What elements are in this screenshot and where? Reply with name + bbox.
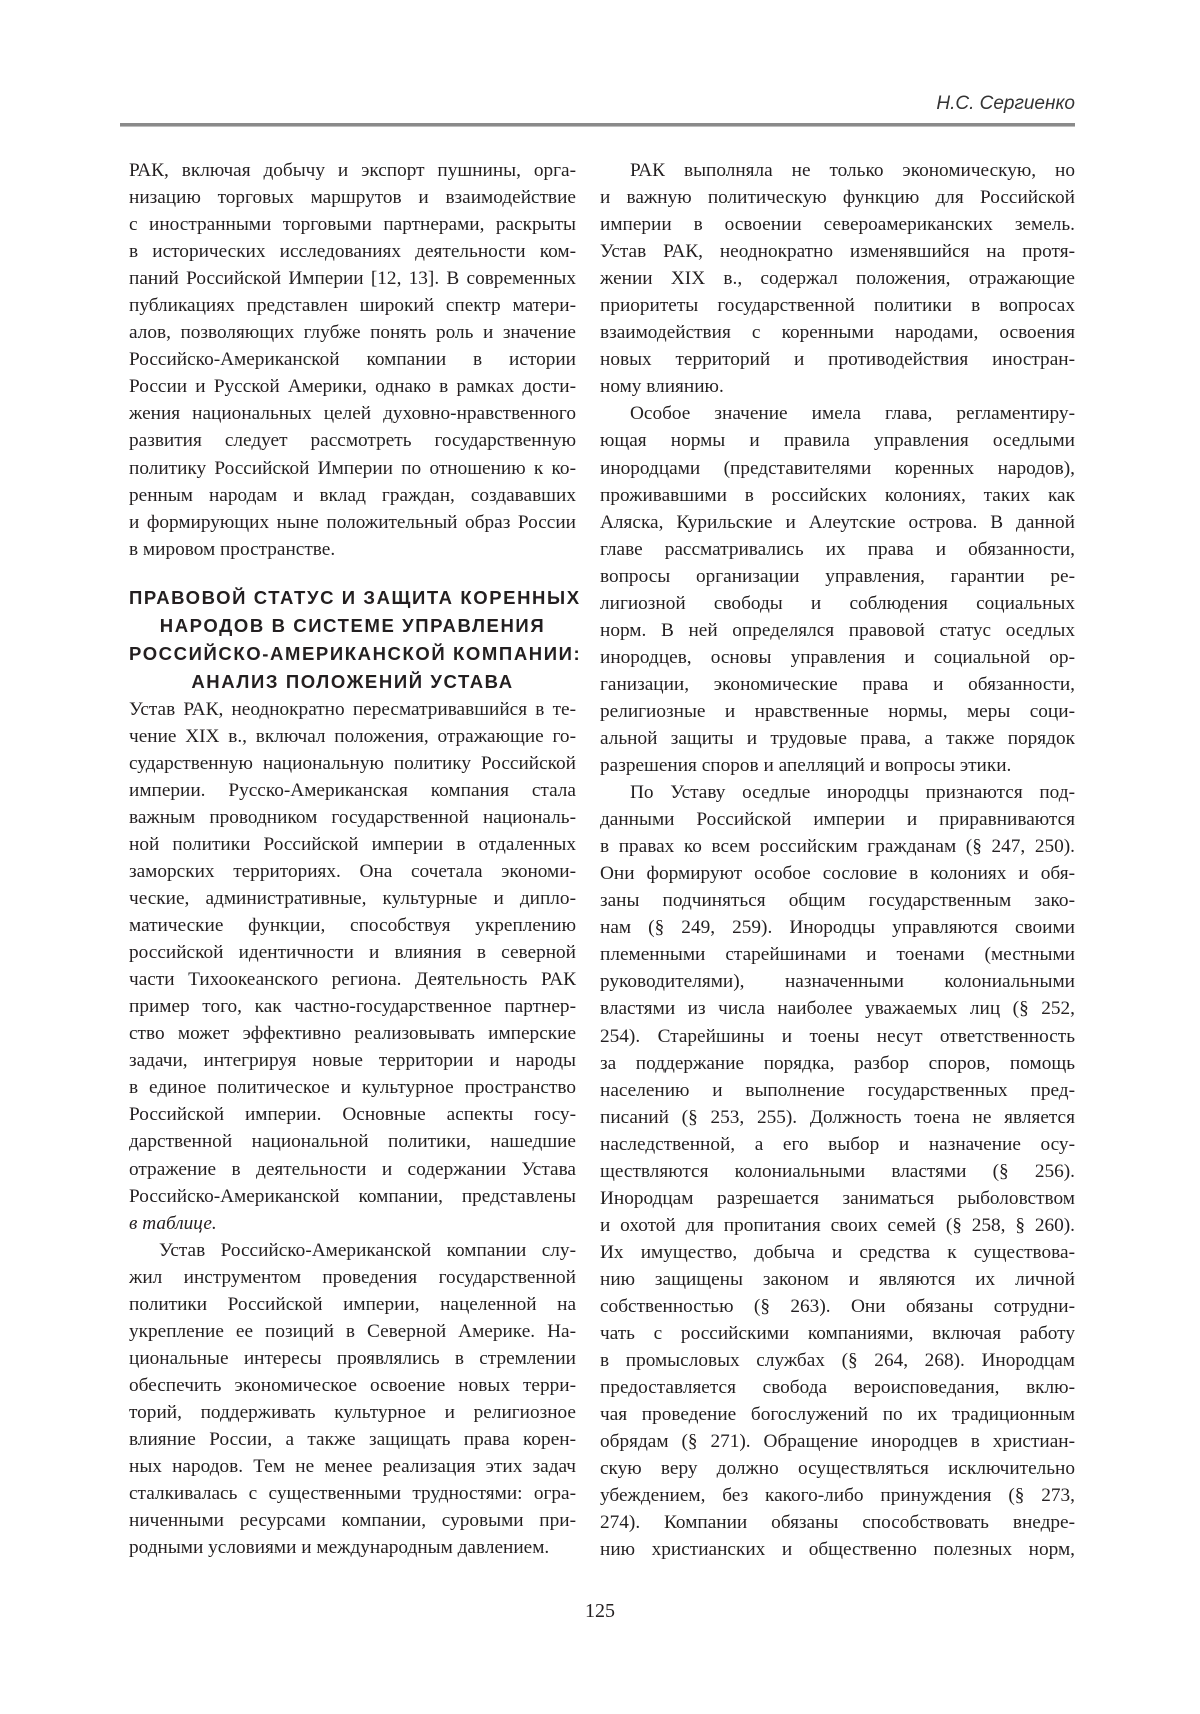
text-line: ниченными ресурсами компании, суровыми при- xyxy=(129,1507,576,1534)
running-head-author: Н.С. Сергиенко xyxy=(936,93,1075,115)
text-line: ному влиянию. xyxy=(600,373,1075,400)
text-line: писаний (§ 253, 255). Должность тоена не является xyxy=(600,1104,1075,1131)
text-line: и важную политическую функцию для Российской xyxy=(600,184,1075,211)
text-line: ющая нормы и правила управления оседлыми xyxy=(600,427,1075,454)
text-line: политику Российской Империи по отношению к ко- xyxy=(129,455,576,482)
text-line: племенными старейшинами и тоенами (местными xyxy=(600,941,1075,968)
text-line: 254). Старейшины и тоены несут ответственность xyxy=(600,1023,1075,1050)
left-body xyxy=(129,696,576,1562)
text-line: алов, позволяющих глубже понять роль и значение xyxy=(129,319,576,346)
text-line: чать с российскими компаниями, включая работу xyxy=(600,1320,1075,1347)
text-line: ство может эффективно реализовывать имперские xyxy=(129,1020,576,1047)
text-line: населению и выполнение государственных пред- xyxy=(600,1077,1075,1104)
text-line: проживавшими в российских колониях, таких как xyxy=(600,482,1075,509)
text-line: российской идентичности и влияния в северной xyxy=(129,939,576,966)
text-line: РАК выполняла не только экономическую, но xyxy=(600,157,1075,184)
text-line: за поддержание порядка, разбор споров, помощь xyxy=(600,1050,1075,1077)
text-line: альной защиты и трудовые права, а также порядок xyxy=(600,725,1075,752)
right-body xyxy=(600,157,1075,1563)
text-line: публикациях представлен широкий спектр матери- xyxy=(129,292,576,319)
text-line: чение XIX в., включал положения, отражающие го- xyxy=(129,723,576,750)
text-line: ществляются колониальными властями (§ 256). xyxy=(600,1158,1075,1185)
text-line: в таблице. xyxy=(129,1210,576,1237)
text-line: в правах ко всем российским гражданам (§ 247, 250). xyxy=(600,833,1075,860)
text-line: и охотой для пропитания своих семей (§ 258, § 260). xyxy=(600,1212,1075,1239)
text-line: пример того, как частно-государственное партнер- xyxy=(129,993,576,1020)
text-line: предоставляется свобода вероисповедания, вклю- xyxy=(600,1374,1075,1401)
text-line: Особое значение имела глава, регламентиру- xyxy=(600,400,1075,427)
text-line: данными Российской империи и приравниваются xyxy=(600,806,1075,833)
text-line: религиозные и нравственные нормы, меры соци- xyxy=(600,698,1075,725)
text-line: укрепление ее позиций в Северной Америке. На- xyxy=(129,1318,576,1345)
text-line: нию защищены законом и являются их личной xyxy=(600,1266,1075,1293)
text-line: важным проводником государственной националь- xyxy=(129,804,576,831)
text-line: новых территорий и противодействия иностран- xyxy=(600,346,1075,373)
text-line: с иностранными торговыми партнерами, раскрыты xyxy=(129,211,576,238)
text-line: в исторических исследованиях деятельности ком- xyxy=(129,238,576,265)
text-line: инородцами (представителями коренных народов), xyxy=(600,455,1075,482)
text-line: матические функции, способствуя укреплению xyxy=(129,912,576,939)
text-line: 274). Компании обязаны способствовать внедре- xyxy=(600,1509,1075,1536)
text-line: дарственной национальной политики, нашедшие xyxy=(129,1128,576,1155)
text-line: чая проведение богослужений по их традиционным xyxy=(600,1401,1075,1428)
text-line: инородцев, основы управления и социальной ор- xyxy=(600,644,1075,671)
text-line: родными условиями и международным давлением. xyxy=(129,1534,576,1561)
text-line: сударственную национальную политику Российской xyxy=(129,750,576,777)
text-line: торий, поддерживать культурное и религиозное xyxy=(129,1399,576,1426)
heading-line: АНАЛИЗ ПОЛОЖЕНИЙ УСТАВА xyxy=(129,668,576,696)
text-line: ной политики Российской империи в отдаленных xyxy=(129,831,576,858)
header-rule xyxy=(120,123,1075,127)
text-line: обеспечить экономическое освоение новых терри- xyxy=(129,1372,576,1399)
text-line: ческие, административные, культурные и дипло- xyxy=(129,885,576,912)
text-line: вопросы организации управления, гарантии ре- xyxy=(600,563,1075,590)
text-line: Устав Российско-Американской компании слу- xyxy=(129,1237,576,1264)
page-number: 125 xyxy=(0,1600,1200,1623)
paragraph xyxy=(129,1237,576,1562)
text-line: жения национальных целей духовно-нравственного xyxy=(129,400,576,427)
text-line: РАК, включая добычу и экспорт пушнины, орга- xyxy=(129,157,576,184)
right-column xyxy=(600,157,1075,1563)
text-line: в единое политическое и культурное пространство xyxy=(129,1074,576,1101)
paragraph xyxy=(600,157,1075,400)
text-line: в мировом пространстве. xyxy=(129,536,576,563)
text-line: России и Русской Америки, однако в рамках дости- xyxy=(129,373,576,400)
text-line: и формирующих ныне положительный образ России xyxy=(129,509,576,536)
text-line: Инородцам разрешается заниматься рыболовством xyxy=(600,1185,1075,1212)
text-line: убеждением, без какого-либо принуждения (§ 273, xyxy=(600,1482,1075,1509)
text-line: Устав РАК, неоднократно изменявшийся на протя- xyxy=(600,238,1075,265)
text-line: нию христианских и общественно полезных норм, xyxy=(600,1536,1075,1563)
text-line: разрешения споров и апелляций и вопросы этики. xyxy=(600,752,1075,779)
paragraph xyxy=(600,779,1075,1563)
heading-line: НАРОДОВ В СИСТЕМЕ УПРАВЛЕНИЯ xyxy=(129,612,576,640)
text-line: Они формируют особое сословие в колониях и обя- xyxy=(600,860,1075,887)
text-line: в промысловых службах (§ 264, 268). Инородцам xyxy=(600,1347,1075,1374)
heading-line: РОССИЙСКО-АМЕРИКАНСКОЙ КОМПАНИИ: xyxy=(129,640,576,668)
left-column xyxy=(129,157,576,1561)
text-line: властями из числа наиболее уважаемых лиц (§ 252, xyxy=(600,995,1075,1022)
section-heading xyxy=(129,584,576,696)
paragraph xyxy=(129,696,576,1237)
text-line: руководителями), назначенными колониальными xyxy=(600,968,1075,995)
text-line: влияние России, а также защищать права корен- xyxy=(129,1426,576,1453)
text-line: империи. Русско-Американская компания стала xyxy=(129,777,576,804)
text-line: По Уставу оседлые инородцы признаются под- xyxy=(600,779,1075,806)
text-line: Российско-Американской компании, представлены xyxy=(129,1183,576,1210)
text-line: заморских территориях. Она сочетала экономи- xyxy=(129,858,576,885)
text-line: жил инструментом проведения государственной xyxy=(129,1264,576,1291)
text-line: Российско-Американской компании в истории xyxy=(129,346,576,373)
text-line: отражение в деятельности и содержании Устава xyxy=(129,1156,576,1183)
text-line: политики Российской империи, нацеленной на xyxy=(129,1291,576,1318)
text-line: сталкивалась с существенными трудностями: огра- xyxy=(129,1480,576,1507)
text-line: наследственной, а его выбор и назначение осу- xyxy=(600,1131,1075,1158)
text-line: ганизации, экономические права и обязанности, xyxy=(600,671,1075,698)
text-line: циональные интересы проявлялись в стремлении xyxy=(129,1345,576,1372)
text-line: приоритеты государственной политики в вопросах xyxy=(600,292,1075,319)
paragraph xyxy=(600,400,1075,779)
text-line: ренным народам и вклад граждан, создававших xyxy=(129,482,576,509)
text-line: паний Российской Империи [12, 13]. В современных xyxy=(129,265,576,292)
text-line: жении XIX в., содержал положения, отражающие xyxy=(600,265,1075,292)
text-line: собственностью (§ 263). Они обязаны сотрудни- xyxy=(600,1293,1075,1320)
text-line: части Тихоокеанского региона. Деятельность РАК xyxy=(129,966,576,993)
text-line: империи в освоении североамериканских земель. xyxy=(600,211,1075,238)
text-line: Их имущество, добыча и средства к существова- xyxy=(600,1239,1075,1266)
text-line: обрядам (§ 271). Обращение инородцев в христиан- xyxy=(600,1428,1075,1455)
text-line: Аляска, Курильские и Алеутские острова. В данной xyxy=(600,509,1075,536)
paragraph xyxy=(129,157,576,563)
text-line: развития следует рассмотреть государственную xyxy=(129,427,576,454)
heading-line: ПРАВОВОЙ СТАТУС И ЗАЩИТА КОРЕННЫХ xyxy=(129,584,576,612)
text-line: низацию торговых маршрутов и взаимодействие xyxy=(129,184,576,211)
text-line: Российской империи. Основные аспекты госу- xyxy=(129,1101,576,1128)
text-line: нам (§ 249, 259). Инородцы управляются своими xyxy=(600,914,1075,941)
text-line: задачи, интегрируя новые территории и народы xyxy=(129,1047,576,1074)
intro-paragraph xyxy=(129,157,576,563)
text-line: взаимодействия с коренными народами, освоения xyxy=(600,319,1075,346)
text-line: лигиозной свободы и соблюдения социальных xyxy=(600,590,1075,617)
text-line: норм. В ней определялся правовой статус оседлых xyxy=(600,617,1075,644)
text-line: главе рассматривались их права и обязанности, xyxy=(600,536,1075,563)
text-line: ных народов. Тем не менее реализация этих задач xyxy=(129,1453,576,1480)
text-line: скую веру должно осуществляться исключительно xyxy=(600,1455,1075,1482)
text-line: заны подчиняться общим государственным зако- xyxy=(600,887,1075,914)
text-line: Устав РАК, неоднократно пересматривавшийся в те- xyxy=(129,696,576,723)
